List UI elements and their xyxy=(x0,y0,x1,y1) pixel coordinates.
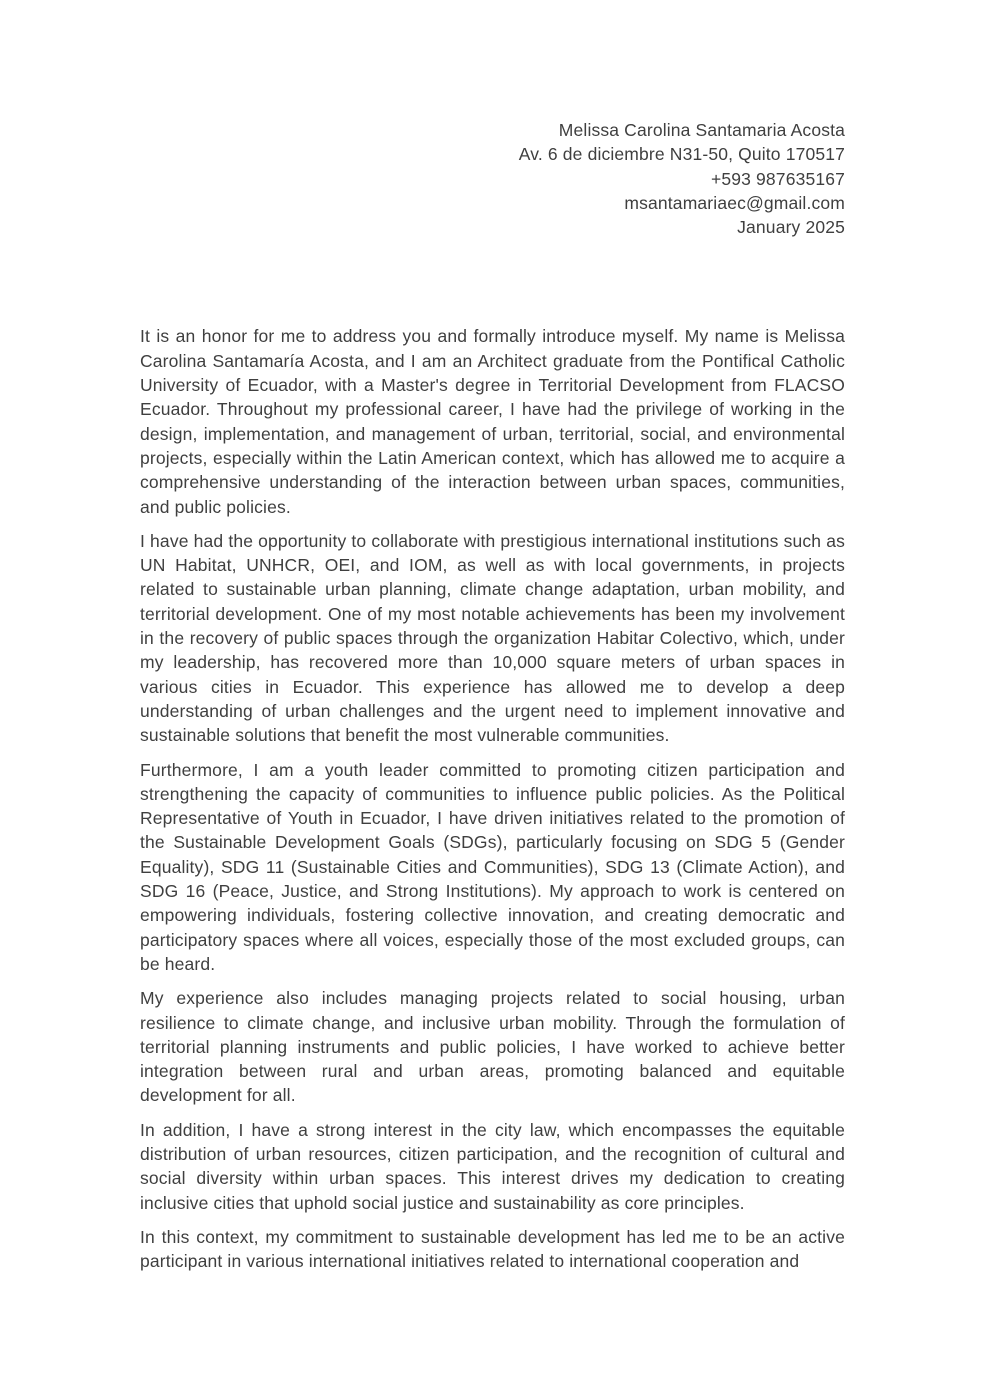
paragraph-city-law: In addition, I have a strong interest in the city law, which encompasses the equitable distribution of urban resources, citizen participation, and the recognition of cultural and social diversity within urban spaces. This interest drives my dedication to creating inclusive cities that uphold social justice and sustainability as core principles. xyxy=(140,1119,845,1213)
paragraph-collaboration: I have had the opportunity to collaborate with prestigious international institutions such as UN Habitat, UNHCR, OEI, and IOM, as well as with local governments, in projects related to sustainable urban planning, climate change adaptation, urban mobility, and territorial development. One of my most notable achievements has been my involvement in the recovery of public spaces through the organization Habitar Colectivo, which, under my leadership, has recovered more than 10,000 square meters of urban spaces in various cities in Ecuador. This experience has allowed me to develop a deep understanding of urban challenges and the urgent need to implement innovative and sustainable solutions that benefit the most vulnerable communities. xyxy=(140,530,845,746)
sender-name: Melissa Carolina Santamaria Acosta xyxy=(558,120,845,140)
sender-phone: +593 987635167 xyxy=(711,168,845,189)
letter-date: January 2025 xyxy=(737,217,845,238)
letter-body xyxy=(140,324,845,1273)
sender-email: msantamariaec@gmail.com xyxy=(624,192,845,213)
sender-block xyxy=(140,118,845,239)
paragraph-youth-leadership: Furthermore, I am a youth leader committed to promoting citizen participation and strengthening the capacity of communities to influence public policies. As the Political Representative of Youth in Ecuador, I have driven initiatives related to the promotion of the Sustainable Development Goals (SDGs), particularly focusing on SDG 5 (Gender Equality), SDG 11 (Sustainable Cities and Communities), SDG 13 (Climate Action), and SDG 16 (Peace, Justice, and Strong Institutions). My approach to work is centered on empowering individuals, fostering collective innovation, and creating democratic and participatory spaces where all voices, especially those of the most excluded groups, can be heard. xyxy=(140,759,845,974)
sender-address: Av. 6 de diciembre N31-50, Quito 170517 xyxy=(518,144,845,165)
paragraph-context: In this context, my commitment to sustainable development has led me to be an active participant in various international initiatives related to international cooperation and xyxy=(140,1226,845,1272)
paragraph-introduction: It is an honor for me to address you and formally introduce myself. My name is Melissa Carolina Santamaría Acosta, and I am an Architect graduate from the Pontifical Catholic University of Ecuador, with a Master's degree in Territorial Development from FLACSO Ecuador. Throughout my professional career, I have had the privilege of working in the design, implementation, and management of urban, territorial, social, and environmental projects, especially within the Latin American context, which has allowed me to acquire a comprehensive understanding of the interaction between urban spaces, communities, and public policies. xyxy=(140,326,845,517)
paragraph-experience: My experience also includes managing projects related to social housing, urban resilience to climate change, and inclusive urban mobility. Through the formulation of territorial planning instruments and public policies, I have worked to achieve better integration between rural and urban areas, promoting balanced and equitable development for all. xyxy=(140,988,845,1106)
